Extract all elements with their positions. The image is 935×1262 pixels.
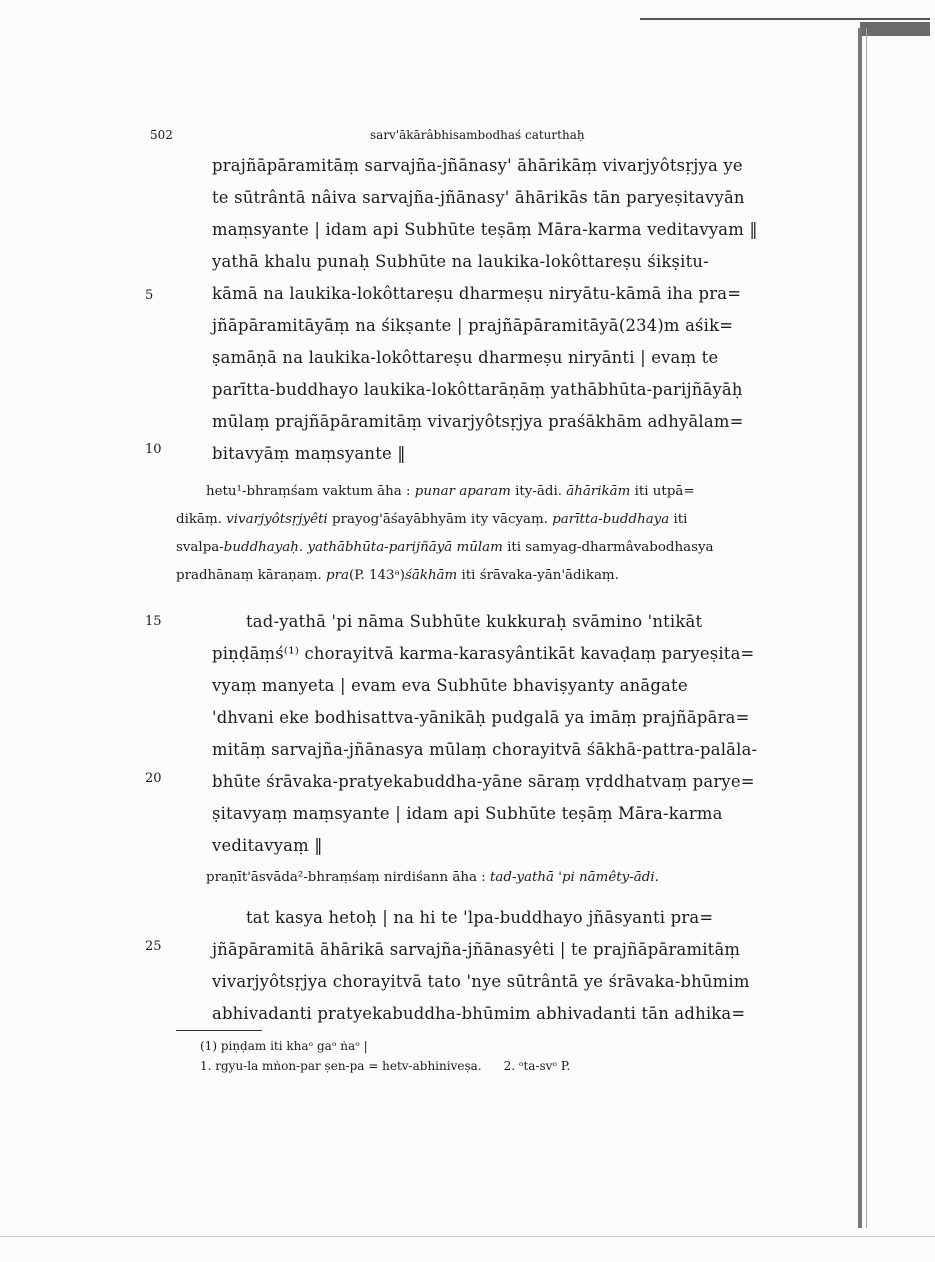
footnote-line — [200, 1056, 570, 1076]
commentary-line: praṇīt'āsvāda²-bhraṃśaṃ nirdiśann āha : tad-yathā 'pi nāmêty-ādi. — [206, 870, 659, 885]
text-line: veditavyaṃ ‖ — [212, 836, 323, 855]
text-line: kāmā na laukika-lokôttareṣu dharmeṣu niryātu-kāmā iha pra= — [212, 284, 742, 303]
text-line: tat kasya hetoḥ | na hi te 'lpa-buddhayo jñāsyanti pra= — [246, 908, 714, 927]
line-number: 20 — [145, 771, 162, 786]
footnote-rule — [176, 1030, 262, 1031]
footnote-1: (1) piṇḍam iti khaᵒ gaᵒ ṅaᵒ | — [200, 1039, 368, 1053]
commentary-line: hetu¹-bhraṃśam vaktum āha : punar aparam ity-ādi. āhārikām iti utpā= — [206, 484, 695, 499]
main-text-block-3 — [212, 902, 750, 1030]
text-line: piṇḍāṃś⁽¹⁾ chorayitvā karma-karasyântikāt kavaḍaṃ paryeṣita= — [212, 644, 755, 663]
footnotes — [200, 1036, 570, 1076]
main-text-block-2 — [212, 606, 757, 862]
commentary-line: svalpa-buddhayaḥ. yathābhūta-parijñāyā mūlam iti samyag-dharmâvabodhasya — [176, 540, 714, 555]
text-line: mūlaṃ prajñāpāramitāṃ vivarjyôtsṛjya praśākhām adhyālam= — [212, 412, 744, 431]
page-number: 502 — [150, 128, 173, 142]
text-line: bhūte śrāvaka-pratyekabuddha-yāne sāraṃ vṛddhatvaṃ parye= — [212, 772, 755, 791]
text-line: abhivadanti pratyekabuddha-bhūmim abhivadanti tān adhika= — [212, 1004, 746, 1023]
text-line: parītta-buddhayo laukika-lokôttarāṇāṃ yathābhūta-parijñāyāḥ — [212, 380, 743, 399]
page-header — [0, 128, 935, 148]
footnote-2: 1. rgyu-la mṅon-par ṣen-pa = hetv-abhiniveṣa. — [200, 1059, 482, 1073]
page-edge-right — [858, 28, 862, 1228]
text-line: prajñāpāramitāṃ sarvajña-jñānasy' āhārikāṃ vivarjyôtsṛjya ye — [212, 156, 743, 175]
text-line: vyaṃ manyeta | evam eva Subhūte bhaviṣyanty anāgate — [212, 676, 688, 695]
text-line: jñāpāramitā āhārikā sarvajña-jñānasyêti | te prajñāpāramitāṃ — [212, 940, 741, 959]
page-edge-top — [640, 18, 930, 20]
main-text-block-1 — [212, 150, 758, 470]
line-number: 25 — [145, 939, 162, 954]
text-line: bitavyāṃ maṃsyante ‖ — [212, 444, 406, 463]
text-line: mitāṃ sarvajña-jñānasya mūlaṃ chorayitvā śākhā-pattra-palāla- — [212, 740, 758, 759]
line-number: 15 — [145, 614, 162, 629]
text-line: ṣamāṇā na laukika-lokôttareṣu dharmeṣu niryānti | evaṃ te — [212, 348, 719, 367]
text-line: 'dhvani eke bodhisattva-yānikāḥ pudgalā ya imāṃ prajñāpāra= — [212, 708, 750, 727]
text-line: jñāpāramitāyāṃ na śikṣante | prajñāpāramitāyā(234)m aśik= — [212, 316, 734, 335]
footnote-3: 2. ᵒta-svᵒ P. — [503, 1059, 571, 1073]
text-line: vivarjyôtsṛjya chorayitvā tato 'nye sūtrântā ye śrāvaka-bhūmim — [212, 972, 750, 991]
line-number: 5 — [145, 288, 154, 303]
commentary-line: pradhānaṃ kāraṇaṃ. pra(P. 143ᵃ)śākhām iti śrāvaka-yān'ādikaṃ. — [176, 568, 619, 583]
text-line: maṃsyante | idam api Subhūte teṣāṃ Māra-karma veditavyam ‖ — [212, 220, 758, 239]
page-edge-shadow — [860, 22, 930, 36]
page-edge-bottom — [0, 1236, 935, 1237]
commentary-block-2 — [176, 864, 659, 892]
text-line: yathā khalu punaḥ Subhūte na laukika-lokôttareṣu śikṣitu- — [212, 252, 709, 271]
text-line: te sūtrântā nâiva sarvajña-jñānasy' āhārikās tān paryeṣitavyān — [212, 188, 745, 207]
page-edge-right-inner — [866, 28, 867, 1228]
text-line: tad-yathā 'pi nāma Subhūte kukkuraḥ svāmino 'ntikāt — [246, 612, 703, 631]
commentary-block-1 — [176, 478, 714, 590]
commentary-line: dikāṃ. vivarjyôtsṛjyêti prayog'āśayābhyām ity vācyaṃ. parītta-buddhaya iti — [176, 512, 688, 527]
running-head: sarv'ākārâbhisambodhaś caturthaḥ — [370, 128, 585, 142]
line-number: 10 — [145, 442, 162, 457]
text-line: ṣitavyaṃ maṃsyante | idam api Subhūte teṣāṃ Māra-karma — [212, 804, 723, 823]
